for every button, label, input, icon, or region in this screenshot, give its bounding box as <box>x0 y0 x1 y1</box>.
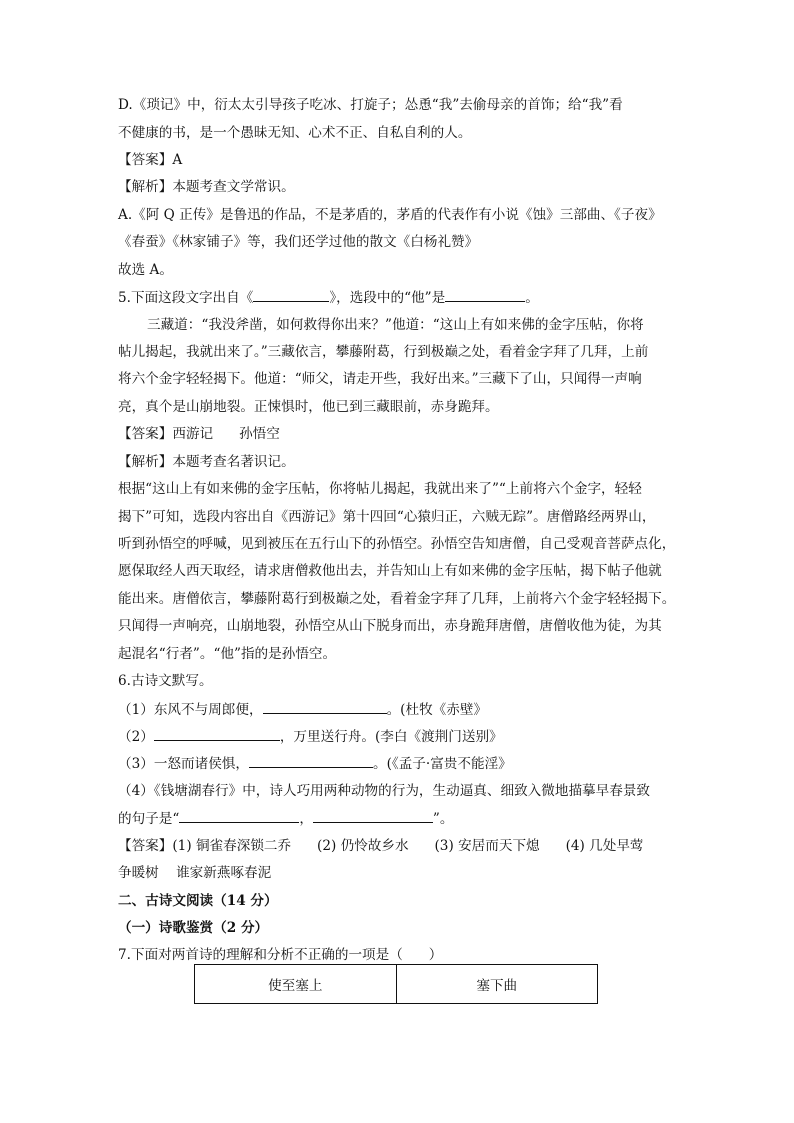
q5-analysis-title: 【解析】本题考查名著识记。 <box>118 454 295 470</box>
q6-item2 <box>118 727 503 746</box>
q6-item2-after: ，万里送行舟。(李白《渡荆门送别》 <box>279 729 503 745</box>
q6-item3-before: （3）一怒而诸侯惧， <box>118 756 249 772</box>
q4-option-d-line2: 不健康的书，是一个愚昧无知、心术不正、自私自利的人。 <box>118 125 472 141</box>
q6-item4-line1: （4）《钱塘湖春行》中，诗人巧用两种动物的行为，生动逼真、细致入微地描摹早春景致 <box>118 783 651 799</box>
q6-blank-5 <box>313 809 433 823</box>
q5-analysis-line4: 愿保取经人西天取经，请求唐僧救他出去，并告知山上有如来佛的金字压帖，揭下帖子他就 <box>118 563 662 579</box>
section2-subtitle: （一）诗歌鉴赏（2 分） <box>118 920 269 936</box>
q4-analysis-line1: A.《阿 Q 正传》是鲁迅的作品，不是茅盾的，茅盾的代表作有小说《蚀》三部曲、《子夜》 <box>118 207 662 223</box>
q5-analysis-line1: 根据“这山上有如来佛的金字压帖，你将帖儿揭起，我就出来了”“上前将六个金字，轻轻 <box>118 481 642 497</box>
q5-answer: 【答案】西游记 孙悟空 <box>118 426 280 442</box>
q6-item1-before: （1）东风不与周郎便， <box>118 702 263 718</box>
q6-item4-after: ”。 <box>432 811 454 827</box>
q6-blank-3 <box>249 754 373 768</box>
q5-passage-line4: 亮，真个是山崩地裂。正悚惧时，他已到三藏眼前，赤身跪拜。 <box>118 399 499 415</box>
q5-passage-line2: 帖儿揭起，我就出来了。”三藏依言，攀藤附葛，行到极巅之处，看着金字拜了几拜，上前 <box>118 344 649 360</box>
q7-stem: 7.下面对两首诗的理解和分析不正确的一项是（ ） <box>118 947 443 963</box>
q5-blank-2 <box>445 288 525 302</box>
poem-table <box>194 964 598 1004</box>
q5-stem-end: 。 <box>525 290 539 306</box>
q6-title: 6.古诗文默写。 <box>118 673 213 689</box>
q5-analysis-line3: 听到孙悟空的呼喊，见到被压在五行山下的孙悟空。孙悟空告知唐僧，自己受观音菩萨点化， <box>118 536 676 552</box>
q5-analysis-line6: 只闻得一声响亮，山崩地裂，孙悟空从山下脱身而出，赤身跪拜唐僧，唐僧收他为徒，为其 <box>118 618 662 634</box>
q6-item1-after: 。(杜牧《赤壁》 <box>386 702 488 718</box>
q6-item1 <box>118 700 487 719</box>
q5-passage-line1: 三藏道：“我没斧凿，如何救得你出来？”他道：“这山上有如来佛的金字压帖，你将 <box>147 317 644 333</box>
q6-answer-line1: 【答案】(1) 铜雀春深锁二乔 (2) 仍怜故乡水 (3) 安居而天下熄 (4) 几处早莺 <box>118 838 644 854</box>
q5-analysis-line5: 能出来。唐僧依言，攀藤附葛行到极巅之处，看着金字拜了几拜，上前将六个金字轻轻揭下。 <box>118 591 676 607</box>
q5-blank-1 <box>253 288 329 302</box>
q6-blank-4 <box>179 809 299 823</box>
q6-item4-line2 <box>118 809 453 828</box>
q4-analysis-title: 【解析】本题考查文学常识。 <box>118 179 295 195</box>
q6-item3-after: 。(《孟子·富贵不能淫》 <box>373 756 512 772</box>
section2-title: 二、古诗文阅读（14 分） <box>118 893 278 909</box>
q6-blank-1 <box>263 700 387 714</box>
q4-conclusion: 故选 A。 <box>118 262 173 278</box>
q6-item4-middle: ， <box>299 811 313 827</box>
q6-answer-line2: 争暖树 谁家新燕啄春泥 <box>118 865 272 881</box>
q6-item3 <box>118 754 512 773</box>
q5-passage-line3: 将六个金字轻轻揭下。他道：“师父，请走开些，我好出来。”三藏下了山，只闻得一声响 <box>118 371 642 387</box>
poem-table-header-1: 使至塞上 <box>268 978 323 994</box>
q4-analysis-line2: 《春蚕》《林家铺子》等，我们还学过他的散文《白杨礼赞》 <box>118 234 479 250</box>
q5-stem <box>118 288 539 307</box>
q5-analysis-line7: 起混名“行者”。“他”指的是孙悟空。 <box>118 646 337 662</box>
q6-item2-before: （2） <box>118 729 154 745</box>
q5-stem-before: 5.下面这段文字出自《 <box>118 290 254 306</box>
poem-table-header-2: 塞下曲 <box>396 965 598 1003</box>
q4-answer: 【答案】A <box>118 152 183 168</box>
q5-analysis-line2: 揭下”可知，选段内容出自《西游记》第十四回“心猿归正，六贼无踪”。唐僧路经两界山， <box>118 509 656 525</box>
q4-option-d-line1: D.《琐记》中，衍太太引导孩子吃冰、打旋子；怂恿“我”去偷母亲的首饰；给“我”看 <box>118 97 623 113</box>
q6-item4-before: 的句子是“ <box>118 811 180 827</box>
q6-blank-2 <box>154 727 280 741</box>
q5-stem-middle: 》，选段中的“他”是 <box>329 290 446 306</box>
